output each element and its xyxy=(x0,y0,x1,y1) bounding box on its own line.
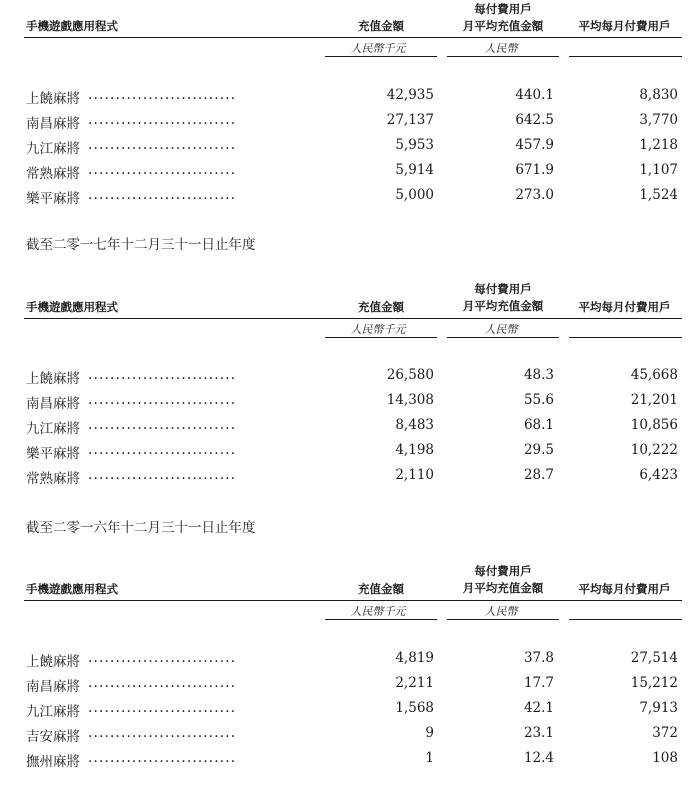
unit-rule-payers xyxy=(569,337,682,338)
game-name: 九江麻將 xyxy=(26,141,80,157)
payers-value: 6,423 xyxy=(639,467,678,483)
payers-value: 15,212 xyxy=(630,675,678,691)
leader-dots: ........................... xyxy=(88,392,237,408)
arppu-value: 457.9 xyxy=(515,137,554,153)
arppu-value: 37.8 xyxy=(523,650,554,666)
arppu-value: 48.3 xyxy=(523,367,554,383)
leader-dots: ........................... xyxy=(88,650,237,666)
game-name: 上饒麻將 xyxy=(26,91,80,107)
leader-dots: ........................... xyxy=(88,442,237,458)
leader-dots: ........................... xyxy=(88,87,237,103)
leader-dots: ........................... xyxy=(88,112,237,128)
payers-value: 372 xyxy=(652,725,678,741)
topup-value: 4,198 xyxy=(395,442,434,458)
arppu-value: 17.7 xyxy=(523,675,554,691)
unit-arppu: 人民幣 xyxy=(484,323,518,336)
table-row xyxy=(0,442,700,467)
table-row xyxy=(0,367,700,392)
leader-dots: ........................... xyxy=(88,137,237,153)
arppu-value: 12.4 xyxy=(523,750,554,766)
game-name: 撫州麻將 xyxy=(26,754,80,770)
leader-dots: ........................... xyxy=(88,367,237,383)
topup-value: 5,953 xyxy=(395,137,434,153)
game-name: 南昌麻將 xyxy=(26,396,80,412)
header-payers: 平均每月付費用戶 xyxy=(578,582,671,596)
table-row xyxy=(0,750,700,775)
arppu-value: 42.1 xyxy=(523,700,554,716)
topup-value: 14,308 xyxy=(386,392,434,408)
table-row xyxy=(0,417,700,442)
unit-rule-arppu xyxy=(447,619,559,620)
game-name: 常熟麻將 xyxy=(26,471,80,487)
unit-topup: 人民幣千元 xyxy=(350,42,406,55)
game-name: 九江麻將 xyxy=(26,704,80,720)
leader-dots: ........................... xyxy=(88,700,237,716)
leader-dots: ........................... xyxy=(88,162,237,178)
topup-value: 9 xyxy=(425,725,434,741)
payers-value: 1,218 xyxy=(639,137,678,153)
topup-value: 5,914 xyxy=(395,162,434,178)
arppu-value: 55.6 xyxy=(523,392,554,408)
leader-dots: ........................... xyxy=(88,725,237,741)
payers-value: 108 xyxy=(652,750,678,766)
header-topup: 充值金額 xyxy=(358,300,404,314)
table-row xyxy=(0,162,700,187)
table-row xyxy=(0,467,700,492)
game-name: 上饒麻將 xyxy=(26,371,80,387)
header-payers: 平均每月付費用戶 xyxy=(578,19,671,33)
header-arppu: 每付費用戶 月平均充值金額 xyxy=(462,564,544,595)
arppu-value: 29.5 xyxy=(523,442,554,458)
arppu-value: 642.5 xyxy=(515,112,554,128)
payers-value: 8,830 xyxy=(639,87,678,103)
payers-value: 27,514 xyxy=(630,650,678,666)
table-row xyxy=(0,650,700,675)
topup-value: 1,568 xyxy=(395,700,434,716)
payers-value: 7,913 xyxy=(639,700,678,716)
unit-rule-payers xyxy=(569,56,682,57)
payers-value: 45,668 xyxy=(630,367,678,383)
topup-value: 42,935 xyxy=(386,87,434,103)
topup-value: 27,137 xyxy=(386,112,434,128)
unit-arppu: 人民幣 xyxy=(484,42,518,55)
unit-topup: 人民幣千元 xyxy=(350,605,406,618)
table-row xyxy=(0,137,700,162)
header-game-title: 手機遊戲應用程式 xyxy=(26,582,118,596)
table-row xyxy=(0,112,700,137)
leader-dots: ........................... xyxy=(88,750,237,766)
unit-rule-topup xyxy=(325,619,437,620)
unit-rule-topup xyxy=(325,56,437,57)
header-game-title: 手機遊戲應用程式 xyxy=(26,300,118,314)
game-name: 南昌麻將 xyxy=(26,679,80,695)
leader-dots: ........................... xyxy=(88,417,237,433)
header-arppu: 每付費用戶 月平均充值金額 xyxy=(462,282,544,313)
unit-rule-payers xyxy=(569,619,682,620)
game-name: 樂平麻將 xyxy=(26,446,80,462)
topup-value: 2,211 xyxy=(395,675,434,691)
unit-topup: 人民幣千元 xyxy=(350,323,406,336)
header-rule xyxy=(24,37,682,38)
game-name: 南昌麻將 xyxy=(26,116,80,132)
arppu-value: 23.1 xyxy=(523,725,554,741)
topup-value: 5,000 xyxy=(395,187,434,203)
arppu-value: 68.1 xyxy=(523,417,554,433)
game-name: 樂平麻將 xyxy=(26,191,80,207)
payers-value: 3,770 xyxy=(639,112,678,128)
header-rule xyxy=(24,600,682,601)
header-topup: 充值金額 xyxy=(358,19,404,33)
payers-value: 1,524 xyxy=(639,187,678,203)
arppu-value: 440.1 xyxy=(515,87,554,103)
period-heading-2017: 截至二零一七年十二月三十一日止年度 xyxy=(26,237,256,253)
leader-dots: ........................... xyxy=(88,187,237,203)
payers-value: 10,222 xyxy=(630,442,678,458)
header-topup: 充值金額 xyxy=(358,582,404,596)
unit-rule-topup xyxy=(325,337,437,338)
topup-value: 26,580 xyxy=(386,367,434,383)
game-name: 九江麻將 xyxy=(26,421,80,437)
topup-value: 4,819 xyxy=(395,650,434,666)
payers-value: 1,107 xyxy=(639,162,678,178)
header-arppu: 每付費用戶 月平均充值金額 xyxy=(462,2,544,33)
table-row xyxy=(0,187,700,212)
unit-rule-arppu xyxy=(447,56,559,57)
table-row xyxy=(0,700,700,725)
table-row xyxy=(0,725,700,750)
unit-rule-arppu xyxy=(447,337,559,338)
header-game-title: 手機遊戲應用程式 xyxy=(26,19,118,33)
topup-value: 8,483 xyxy=(395,417,434,433)
period-heading-2016: 截至二零一六年十二月三十一日止年度 xyxy=(26,520,256,536)
leader-dots: ........................... xyxy=(88,467,237,483)
table-row xyxy=(0,675,700,700)
table-row xyxy=(0,87,700,112)
topup-value: 1 xyxy=(425,750,434,766)
header-payers: 平均每月付費用戶 xyxy=(578,300,671,314)
leader-dots: ........................... xyxy=(88,675,237,691)
game-name: 上饒麻將 xyxy=(26,654,80,670)
payers-value: 21,201 xyxy=(630,392,678,408)
arppu-value: 671.9 xyxy=(515,162,554,178)
arppu-value: 273.0 xyxy=(515,187,554,203)
payers-value: 10,856 xyxy=(630,417,678,433)
arppu-value: 28.7 xyxy=(523,467,554,483)
game-name: 吉安麻將 xyxy=(26,729,80,745)
table-row xyxy=(0,392,700,417)
header-rule xyxy=(24,318,682,319)
unit-arppu: 人民幣 xyxy=(484,605,518,618)
topup-value: 2,110 xyxy=(395,467,434,483)
game-name: 常熟麻將 xyxy=(26,166,80,182)
